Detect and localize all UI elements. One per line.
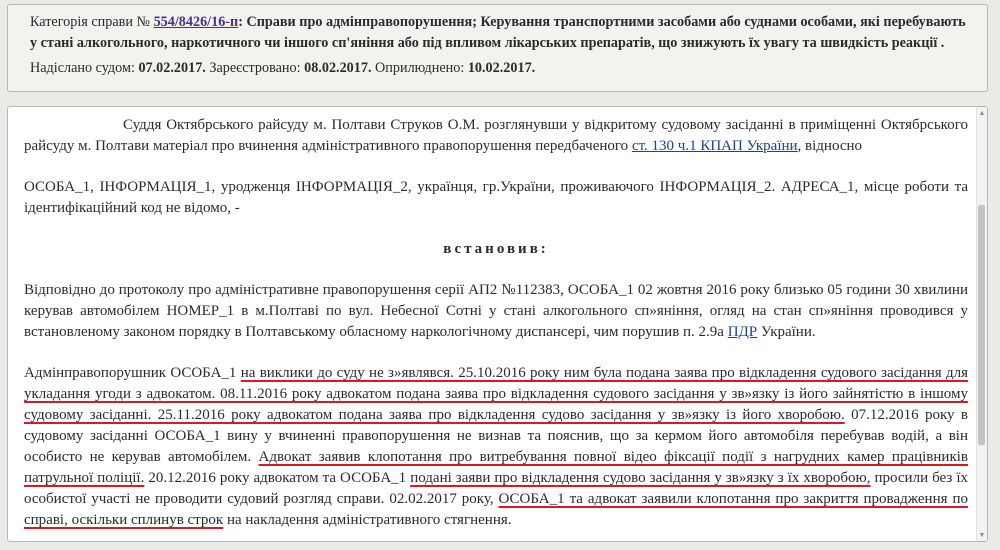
highlighted-postponements: на виклики до суду не з»являвся. 25.10.2016 року ним була подана заява про відкладення судового засідання для укладання угоди з адвокатом. 08.11.2016 року адвокатом подана заява про відкладення судового засідання у зв»язку із його зайнятістю в іншому судовому засіданні. 25.11.2016 року адвокатом подана заява про відкладення судово засідання у зв»язку із його хворобою.	[24, 365, 968, 423]
sent-date: 07.02.2017.	[138, 60, 206, 76]
published-label: Оприлюднено:	[375, 60, 465, 76]
intro-text: Суддя Октябрського райсуду м. Полтави Струков О.М. розглянувши у відкритому судовому засіданні в приміщенні Октябрського райсуду м. Полтави матеріал про вчинення адміністративного правопорушення передбаченого	[24, 117, 968, 154]
registered-date: 08.02.2017.	[304, 60, 372, 76]
highlighted-illness: подані заяви про відкладення судово засідання у зв»язку з їх хворобою,	[410, 470, 871, 486]
case-category-line	[30, 12, 975, 54]
published-date: 10.02.2017.	[467, 60, 536, 76]
scroll-thumb[interactable]	[978, 205, 985, 445]
case-number-link[interactable]: 554/8426/16-п	[153, 14, 239, 30]
paragraph-person: ОСОБА_1, ІНФОРМАЦІЯ_1, уродженця ІНФОРМАЦІЯ_2, українця, гр.України, проживаючого ІНФОРМАЦІЯ_2. АДРЕСА_1, місце роботи та ідентифікаційний код не відомо, -	[24, 179, 968, 216]
registered-label: Зареєстровано:	[209, 60, 301, 76]
category-label: Категорія справи №	[30, 14, 151, 30]
document-text	[24, 115, 968, 542]
sent-label: Надіслано судом:	[30, 60, 135, 76]
proceedings-text-1: Адмінправопорушник ОСОБА_1	[24, 365, 241, 381]
case-header	[7, 4, 988, 92]
pdr-link[interactable]: ПДР	[727, 324, 758, 340]
paragraph-proceedings	[24, 363, 968, 531]
highlighted-video-request: Адвокат заявив клопотання про витребування повної відео фіксації події з нагрудних камер працівників патрульної поліції.	[24, 449, 968, 486]
proceedings-text-2: 07.12.2016 року в судовому засіданні ОСОБА_1 вину у вчиненні правопорушення не визнав та пояснив, що за кермом його автомобіля перебував водій, а він особисто не керував автомобілем.	[24, 407, 968, 465]
protocol-text: Відповідно до протоколу про адміністративне правопорушення серії АП2 №112383, ОСОБА_1 02 жовтня 2016 року близько 05 години 30 хвилини керував автомобілем НОМЕР_1 в м.Полтаві по вул. Небесної Сотні у стані алкогольного сп»яніння, огляд на стан сп»яніння проводився у встановленому законом порядку в Полтавському обласному наркологічному диспансері, чим порушив п. 2.9а	[24, 282, 968, 340]
proceedings-text-3: 20.12.2016 року адвокатом та ОСОБА_1	[144, 470, 411, 486]
heading-established: встановив:	[443, 241, 549, 257]
case-dates-line	[30, 58, 975, 79]
scroll-down-icon[interactable]: ▼	[978, 531, 986, 539]
proceedings-text-4: просили без їх особистої участі не проводити судовий розгляд справи. 02.02.2017 року,	[24, 470, 969, 507]
document-scrollbar[interactable]	[976, 107, 987, 541]
highlighted-closure-request: ОСОБА_1 та адвокат заявили клопотання про закриття провадження по справі, оскільки сплинув строк	[24, 491, 968, 528]
proceedings-text-5: на накладення адміністративного стягнення.	[223, 512, 512, 528]
paragraph-protocol	[24, 280, 968, 343]
paragraph-intro	[24, 115, 968, 157]
scroll-up-icon[interactable]: ▲	[978, 109, 986, 117]
category-text: : Справи про адмінправопорушення; Керування транспортними засобами або суднами особами, які перебувають у стані алкогольного, наркотичного чи іншого сп'яніння або під впливом лікарських препаратів, що знижують їх увагу та швидкість реакції .	[30, 14, 966, 51]
law-article-link[interactable]: ст. 130 ч.1 КПАП України	[631, 138, 798, 154]
document-viewer[interactable]	[7, 106, 988, 542]
intro-end: , відносно	[797, 138, 863, 154]
protocol-end: України.	[757, 324, 816, 340]
